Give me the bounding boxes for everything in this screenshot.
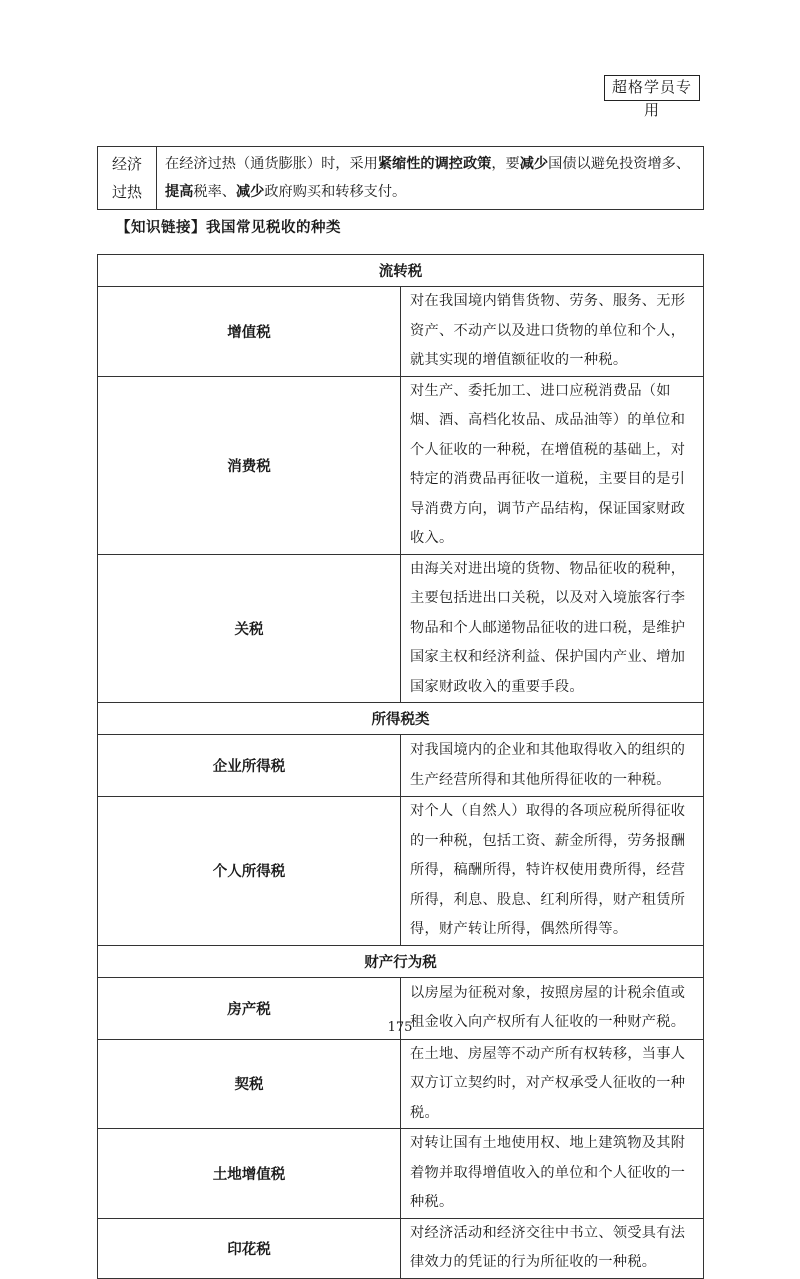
content-emphasis: 减少 — [235, 184, 265, 200]
overheating-content — [157, 147, 704, 210]
content-part: 政府购买和转移支付。 — [264, 184, 407, 200]
tax-description: 对我国境内的企业和其他取得收入的组织的生产经营所得和其他所得征收的一种税。 — [401, 735, 704, 797]
tax-description: 对在我国境内销售货物、劳务、服务、无形资产、不动产以及进口货物的单位和个人，就其实现的增值额征收的一种税。 — [401, 287, 704, 377]
tax-description: 对经济活动和经济交往中书立、领受具有法律效力的凭证的行为所征收的一种税。 — [401, 1218, 704, 1278]
content-emphasis: 减少 — [519, 156, 549, 172]
tax-name: 个人所得税 — [98, 797, 401, 946]
section-title: 财产行为税 — [98, 945, 704, 977]
tax-description: 对个人（自然人）取得的各项应税所得征收的一种税，包括工资、薪金所得，劳务报酬所得，稿酬所得，特许权使用费所得，经营所得，利息、股息、红利所得，财产租赁所得，财产转让所得，偶然所得等。 — [401, 797, 704, 946]
section-header-row — [98, 703, 704, 735]
overheating-label — [98, 147, 157, 210]
overheating-label-line2: 过热 — [111, 183, 142, 201]
tax-description: 对转让国有土地使用权、地上建筑物及其附着物并取得增值收入的单位和个人征收的一种税。 — [401, 1129, 704, 1219]
tax-row — [98, 554, 704, 703]
tax-name: 契税 — [98, 1039, 401, 1129]
tax-name: 关税 — [98, 554, 401, 703]
content-part: ，要 — [491, 156, 520, 172]
page-number: 175 — [387, 1020, 413, 1035]
tax-description: 由海关对进出境的货物、物品征收的税种，主要包括进出口关税，以及对入境旅客行李物品和个人邮递物品征收的进口税，是维护国家主权和经济利益、保护国内产业、增加国家财政收入的重要手段。 — [401, 554, 704, 703]
tax-row — [98, 1218, 704, 1278]
tax-name: 房产税 — [98, 977, 401, 1039]
overheating-row — [98, 147, 704, 210]
tax-name: 消费税 — [98, 376, 401, 554]
tax-name: 土地增值税 — [98, 1129, 401, 1219]
content-part: 在经济过热（通货膨胀）时，采用 — [165, 156, 378, 172]
tax-row — [98, 376, 704, 554]
tax-row — [98, 1039, 704, 1129]
section-title: 所得税类 — [98, 703, 704, 735]
section-header-row — [98, 255, 704, 287]
exclusive-badge: 超格学员专用 — [604, 75, 700, 101]
tax-row — [98, 735, 704, 797]
tax-description: 以房屋为征税对象，按照房屋的计税余值或租金收入向产权所有人征收的一种财产税。 — [401, 977, 704, 1039]
tax-row — [98, 1129, 704, 1219]
overheating-label-line1: 经济 — [111, 155, 142, 173]
section-title: 流转税 — [98, 255, 704, 287]
tax-types-table — [97, 254, 704, 1279]
economic-overheating-table — [97, 146, 704, 210]
tax-name: 企业所得税 — [98, 735, 401, 797]
tax-name: 增值税 — [98, 287, 401, 377]
tax-description: 在土地、房屋等不动产所有权转移，当事人双方订立契约时，对产权承受人征收的一种税。 — [401, 1039, 704, 1129]
tax-name: 印花税 — [98, 1218, 401, 1278]
content-part: 税率、 — [193, 184, 236, 200]
knowledge-link-heading: 【知识链接】我国常见税收的种类 — [116, 220, 341, 236]
content-emphasis: 紧缩性的调控政策 — [377, 156, 492, 172]
content-part: 国债以避免投资增多、 — [548, 156, 691, 172]
tax-row — [98, 797, 704, 946]
section-header-row — [98, 945, 704, 977]
tax-row — [98, 287, 704, 377]
content-emphasis: 提高 — [165, 184, 194, 200]
tax-description: 对生产、委托加工、进口应税消费品（如烟、酒、高档化妆品、成品油等）的单位和个人征收的一种税，在增值税的基础上，对特定的消费品再征收一道税，主要目的是引导消费方向，调节产品结构，保证国家财政收入。 — [401, 376, 704, 554]
